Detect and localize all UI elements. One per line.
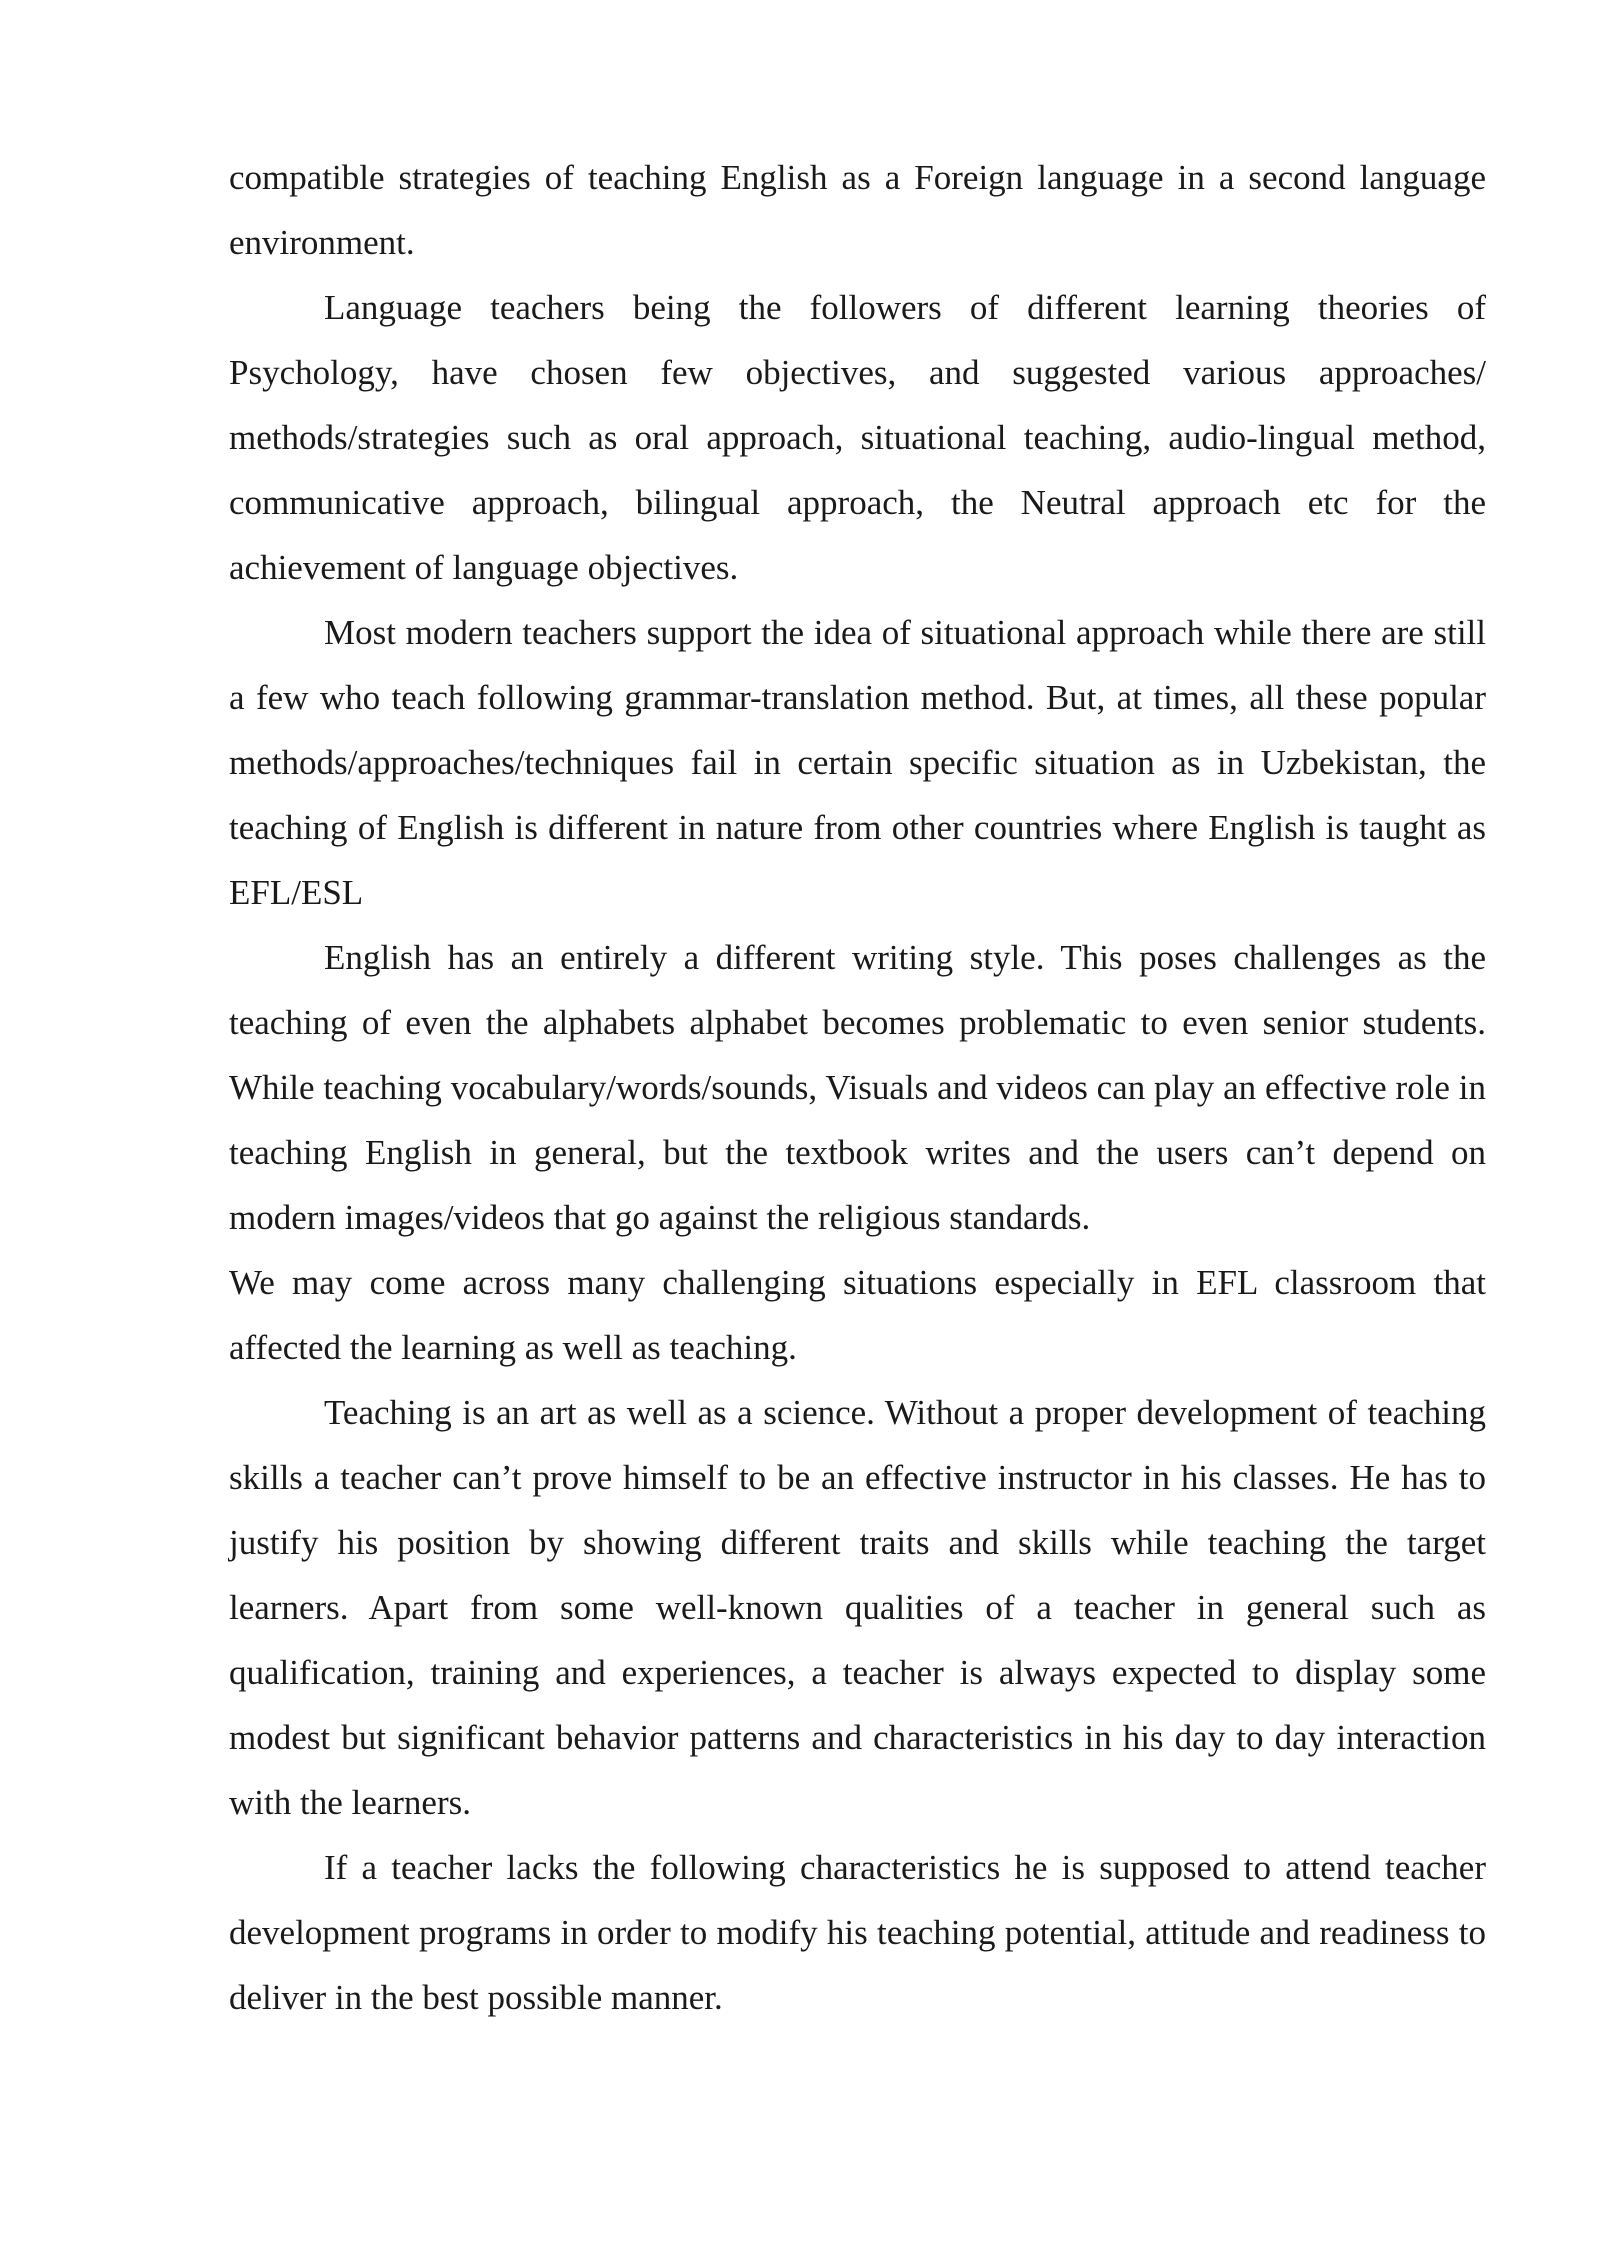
paragraph-6: Teaching is an art as well as a science. Without a proper development of teaching skills a teacher can’t prove himself to be an effective instructor in his classes. He has to justify his position by showing different traits and skills while teaching the target learners. Apart from some well-known qualities of a teacher in general such as qualification, training and experiences, a teacher is always expected to display some modest but significant behavior patterns and characteristics in his day to day interaction with the learners. [229,1393,1486,1822]
paragraph-7: If a teacher lacks the following characteristics he is supposed to attend teacher development programs in order to modify his teaching potential, attitude and readiness to deliver in the best possible manner. [229,1848,1486,2017]
paragraph-3: Most modern teachers support the idea of situational approach while there are still a few who teach following grammar-translation method. But, at times, all these popular methods/approaches/techniques fail in certain specific situation as in Uzbekistan, the teaching of English is different in nature from other countries where English is taught as EFL/ESL [229,613,1486,912]
document-body [229,145,1486,2030]
paragraph-2: Language teachers being the followers of different learning theories of Psychology, have chosen few objectives, and suggested various approaches/ methods/strategies such as oral approach, situational teaching, audio-lingual method, communicative approach, bilingual approach, the Neutral approach etc for the achievement of language objectives. [229,288,1486,587]
paragraph-1: compatible strategies of teaching English as a Foreign language in a second language environment. [229,158,1486,262]
paragraph-4: English has an entirely a different writing style. This poses challenges as the teaching of even the alphabets alphabet becomes problematic to even senior students. While teaching vocabulary/words/sounds, Visuals and videos can play an effective role in teaching English in general, but the textbook writes and the users can’t depend on modern images/videos that go against the religious standards. [229,938,1486,1237]
paragraph-5: We may come across many challenging situations especially in EFL classroom that affected the learning as well as teaching. [229,1263,1486,1367]
